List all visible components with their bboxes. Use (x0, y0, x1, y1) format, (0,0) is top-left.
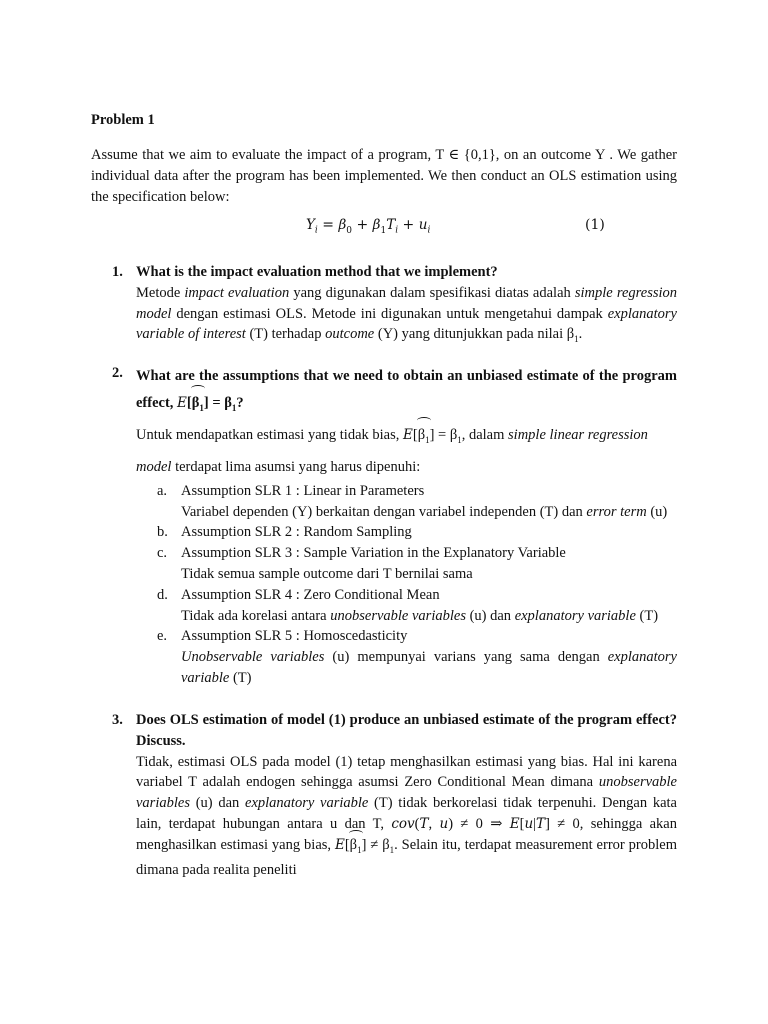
intro-paragraph: Assume that we aim to evaluate the impact of a program, T ∈ {0,1}, on an outcome Y . We gather individual data after the program has been implemented. We then conduct an OLS estimation using the specification below: (91, 147, 677, 205)
question-text: What is the impact evaluation method that we implement? (136, 264, 498, 280)
question-3 (112, 710, 677, 881)
question-text: What are the assumptions that we need to obtain an unbiased estimate of the program effect, $E[\beta_1] = \beta_1$? (136, 363, 677, 422)
assumption-item: e. Assumption SLR 5 : Homoscedasticity Unobservable variables (u) mempunyai varians yang sama dengan explanatory variable (T) (157, 628, 677, 686)
question-number: 2. (112, 365, 123, 381)
assumption-list (157, 481, 677, 689)
question-number: 3. (112, 712, 123, 728)
assumption-item: b. Assumption SLR 2 : Random Sampling (157, 524, 412, 541)
problem-title: Problem 1 (91, 112, 155, 128)
question-text: Does OLS estimation of model (1) produce an unbiased estimate of the program effect? Discuss. (136, 712, 677, 749)
equation-number: (1) (585, 217, 605, 233)
regression-equation: $Y_i = \beta_0 + \beta_1T_i + u_i$ (306, 217, 431, 236)
assumption-item: d. Assumption SLR 4 : Zero Conditional Mean Tidak ada korelasi antara unobservable variables (u) dan explanatory variable (T) (157, 586, 659, 624)
answer-text: Metode impact evaluation yang digunakan dalam spesifikasi diatas adalah simple regression model dengan estimasi OLS. Metode ini digunakan untuk mengetahui dampak explanatory variable of interest (T) terhadap outcome (Y) yang ditunjukkan pada nilai $\beta_1$. (136, 284, 678, 345)
assumption-item: a. Assumption SLR 1 : Linear in Parameters Variabel dependen (Y) berkaitan dengan variabel independen (T) dan error term (u) (157, 482, 668, 520)
question-number: 1. (112, 264, 123, 280)
question-1 (112, 262, 677, 350)
answer-text: Tidak, estimasi OLS pada model (1) tetap menghasilkan estimasi yang bias. Hal ini karena variabel T adalah endogen sehingga asumsi Zero Conditional Mean dimana unobservable variables (u) dan explanatory variable (T) tidak berkorelasi tidak terpenuhi. Dengan kata lain, terdapat hubungan antara u dan T, cov(T, u) ≠ 0 ⇒ E[u|T] ≠ 0, sehingga akan menghasilkan estimasi yang bias, $E[\beta_1] \ne \beta_1$. Selain itu, terdapat measurement error problem dimana pada realita peneliti (136, 753, 677, 879)
assumption-item: c. Assumption SLR 3 : Sample Variation in the Explanatory Variable Tidak semua sample outcome dari T bernilai sama (157, 545, 566, 582)
question-2 (112, 363, 677, 689)
answer-intro: Untuk mendapatkan estimasi yang tidak bias, $E[\beta_1] = \beta_1$, dalam simple linear regression model terdapat lima asumsi yang harus dipenuhi: (136, 422, 677, 481)
